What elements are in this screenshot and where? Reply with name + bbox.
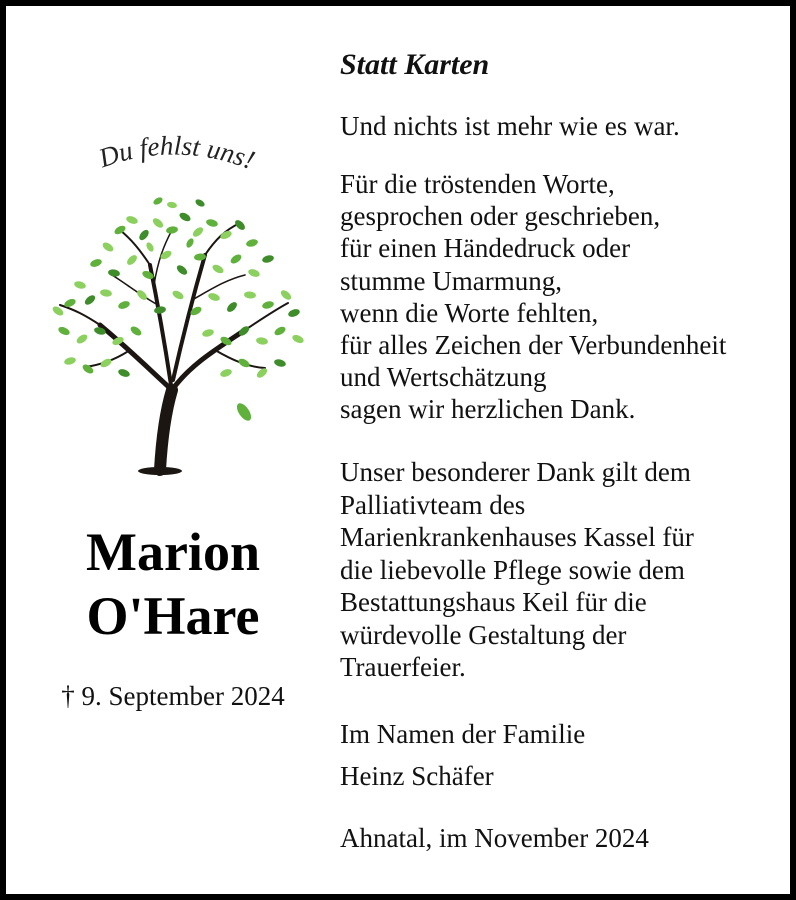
first-name: Marion bbox=[86, 522, 260, 582]
text-line: Bestattungshaus Keil für die bbox=[340, 587, 647, 617]
text-line: für einen Händedruck oder bbox=[340, 233, 631, 264]
text-line: für alles Zeichen der Verbundenheit bbox=[340, 330, 727, 361]
text-line: würdevolle Gestaltung der bbox=[340, 619, 627, 650]
text-line: die liebevolle Pflege sowie dem bbox=[340, 554, 685, 585]
text-line: gesprochen oder geschrieben, bbox=[340, 201, 661, 232]
thanks-paragraph bbox=[340, 168, 726, 426]
text-line: sagen wir herzlichen Dank. bbox=[340, 394, 636, 425]
signature-intro: Im Namen der Familie bbox=[340, 719, 586, 749]
opening-line: Und nichts ist mehr wie es war. bbox=[340, 111, 680, 141]
text-line: und Wertschätzung bbox=[340, 362, 547, 393]
text-line: stumme Umarmung, bbox=[340, 265, 562, 296]
last-name: O'Hare bbox=[86, 586, 260, 646]
text-line: wenn die Worte fehlten, bbox=[340, 297, 599, 328]
text-line: Marienkrankenhauses Kassel für bbox=[340, 522, 694, 552]
text-line: Unser besonderer Dank gilt dem bbox=[340, 457, 691, 487]
place-date: Ahnatal, im November 2024 bbox=[340, 823, 649, 853]
deceased-name bbox=[30, 520, 316, 648]
text-line: Palliativteam des bbox=[340, 489, 526, 520]
tree-icon bbox=[40, 135, 310, 480]
heading: Statt Karten bbox=[340, 48, 490, 81]
text-line: Trauerfeier. bbox=[340, 652, 466, 682]
signature-name: Heinz Schäfer bbox=[340, 761, 494, 791]
tree-roots bbox=[138, 467, 182, 475]
left-column bbox=[0, 0, 330, 900]
special-thanks-paragraph bbox=[340, 456, 694, 684]
motto-text: Du fehlst uns! bbox=[95, 135, 259, 176]
text-line: Für die tröstenden Worte, bbox=[340, 169, 615, 199]
tree-leaves bbox=[51, 196, 305, 423]
death-date: † 9. September 2024 bbox=[61, 681, 285, 711]
